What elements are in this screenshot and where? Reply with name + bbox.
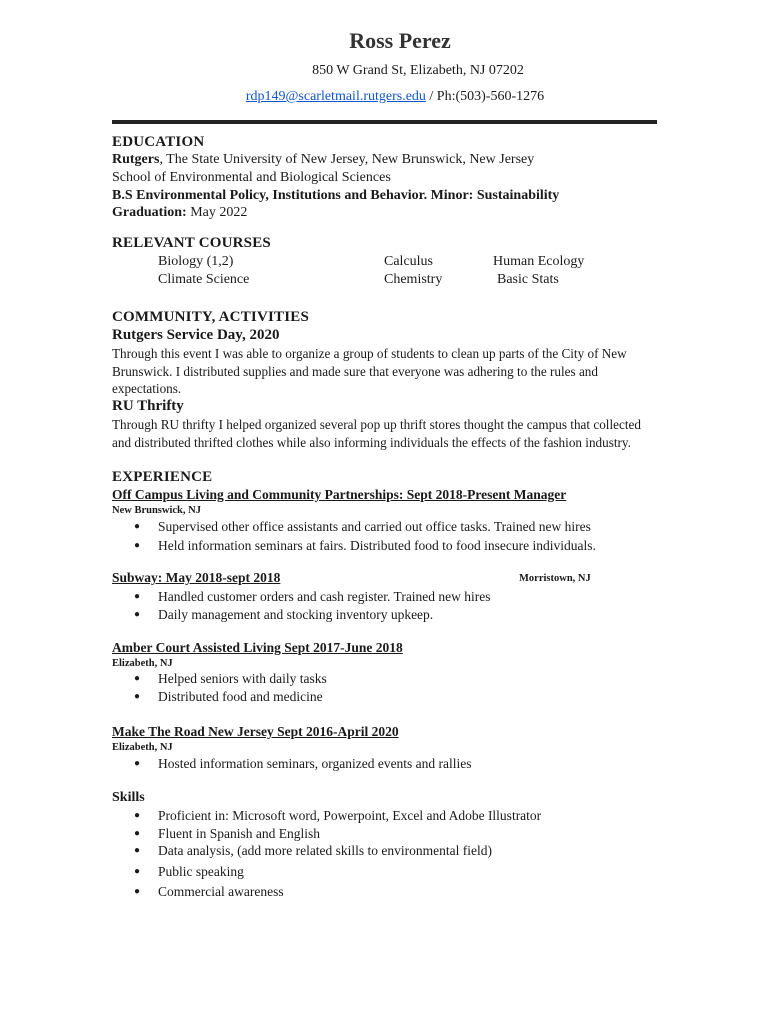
job-bullet: ● Handled customer orders and cash register. Trained new hires	[134, 588, 491, 606]
email-link[interactable]: rdp149@scarletmail.rutgers.edu	[245, 89, 426, 104]
graduation-date: May 2022	[186, 205, 248, 220]
skill-item: ● Proficient in: Microsoft word, Powerpoint, Excel and Adobe Illustrator	[134, 807, 541, 825]
community-heading: COMMUNITY, ACTIVITIES	[112, 309, 310, 325]
course-item: Human Ecology	[493, 254, 585, 269]
job-location: Morristown, NJ	[519, 573, 591, 584]
resume-name: Ross Perez	[349, 28, 451, 53]
skills-list	[134, 807, 541, 901]
skill-item: ● Fluent in Spanish and English	[134, 825, 541, 843]
graduation-label: Graduation:	[112, 205, 187, 220]
job-bullets	[134, 755, 472, 773]
job-bullet: ● Held information seminars at fairs. Distributed food to food insecure individuals.	[134, 536, 596, 555]
education-heading: EDUCATION	[112, 134, 205, 150]
course-item: Calculus	[384, 254, 433, 269]
job-title: Off Campus Living and Community Partnerships: Sept 2018-Present Manager	[112, 487, 567, 502]
job-location: New Brunswick, NJ	[112, 505, 201, 516]
job-bullet: ● Distributed food and medicine	[134, 688, 327, 706]
school-name: Rutgers	[112, 152, 160, 167]
job-bullet: ● Supervised other office assistants and carried out office tasks. Trained new hires	[134, 517, 596, 536]
activity-description: Through this event I was able to organize a group of students to clean up parts of the City of New Brunswick. I distributed supplies and made sure that everyone was adhering to the rules and expectations.	[112, 346, 627, 396]
education-degree: B.S Environmental Policy, Institutions and Behavior. Minor: Sustainability	[112, 188, 560, 203]
course-item: Climate Science	[158, 272, 250, 287]
job-location: Elizabeth, NJ	[112, 658, 173, 669]
phone: / Ph:(503)-560-1276	[425, 89, 545, 104]
activity-title: Rutgers Service Day, 2020	[112, 327, 280, 343]
course-item: Basic Stats	[497, 272, 559, 287]
job-bullet: ● Daily management and stocking inventory upkeep.	[134, 606, 491, 624]
job-bullets	[134, 670, 327, 706]
job-title: Amber Court Assisted Living Sept 2017-June 2018	[112, 640, 403, 655]
skill-item: ● Public speaking	[134, 863, 541, 881]
job-title: Subway: May 2018-sept 2018	[112, 570, 281, 585]
experience-heading: EXPERIENCE	[112, 469, 213, 485]
activity-title: RU Thrifty	[112, 398, 184, 414]
job-title: Make The Road New Jersey Sept 2016-April 2020	[112, 724, 399, 739]
education-school-line	[112, 152, 534, 168]
school-detail: , The State University of New Jersey, New Brunswick, New Jersey	[159, 152, 535, 167]
courses-heading: RELEVANT COURSES	[112, 235, 271, 251]
contact-line	[0, 89, 768, 105]
course-item: Biology (1,2)	[158, 254, 234, 269]
skills-heading: Skills	[112, 790, 145, 805]
job-bullet: ● Helped seniors with daily tasks	[134, 670, 327, 688]
education-graduation	[112, 205, 247, 221]
address: 850 W Grand St, Elizabeth, NJ 07202	[312, 63, 524, 78]
course-item: Chemistry	[384, 272, 443, 287]
skill-item: ● Commercial awareness	[134, 883, 541, 901]
job-location: Elizabeth, NJ	[112, 742, 173, 753]
header-divider	[112, 120, 657, 124]
job-bullets	[134, 517, 596, 555]
job-bullet: ● Hosted information seminars, organized events and rallies	[134, 755, 472, 773]
skill-item: ● Data analysis, (add more related skills to environmental field)	[134, 842, 541, 860]
activity-description: Through RU thrifty I helped organized several pop up thrift stores thought the campus that collected and distributed thrifted clothes while also informing individuals the effects of the fashion industry.	[112, 417, 641, 450]
education-college: School of Environmental and Biological Sciences	[112, 170, 391, 185]
job-bullets	[134, 588, 491, 624]
